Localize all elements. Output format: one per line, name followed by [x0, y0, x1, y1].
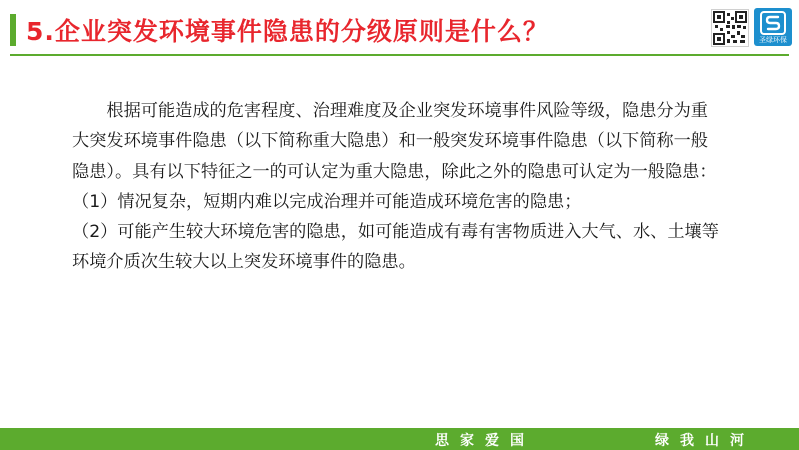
body-text — [72, 96, 722, 278]
page-title: 5.企业突发环境事件隐患的分级原则是什么？ — [26, 17, 549, 46]
qr-code-icon — [711, 9, 749, 47]
body-paragraph: 根据可能造成的危害程度、治理难度及企业突发环境事件风险等级，隐患分为重大突发环境事件隐患（以下简称重大隐患）和一般突发环境事件隐患（以下简称一般隐患）。具有以下特征之一的可认定为重大隐患，除此之外的隐患可认定为一般隐患： — [72, 101, 717, 182]
body-list-item: （2）可能产生较大环境危害的隐患，如可能造成有毒有害物质进入大气、水、土壤等环境介质次生较大以上突发环境事件的隐患。 — [72, 222, 719, 273]
footer-slogan-right: 绿我山河 — [655, 433, 755, 449]
title-accent-bar — [10, 14, 16, 46]
footer-slogan-left: 思家爱国 — [435, 433, 535, 449]
header-divider — [10, 54, 789, 56]
company-logo-icon — [754, 8, 792, 46]
logo-text: 圣绿环保 — [759, 36, 787, 44]
body-list-item: （1）情况复杂，短期内难以完成治理并可能造成环境危害的隐患； — [72, 191, 582, 212]
footer-bar — [0, 428, 799, 450]
